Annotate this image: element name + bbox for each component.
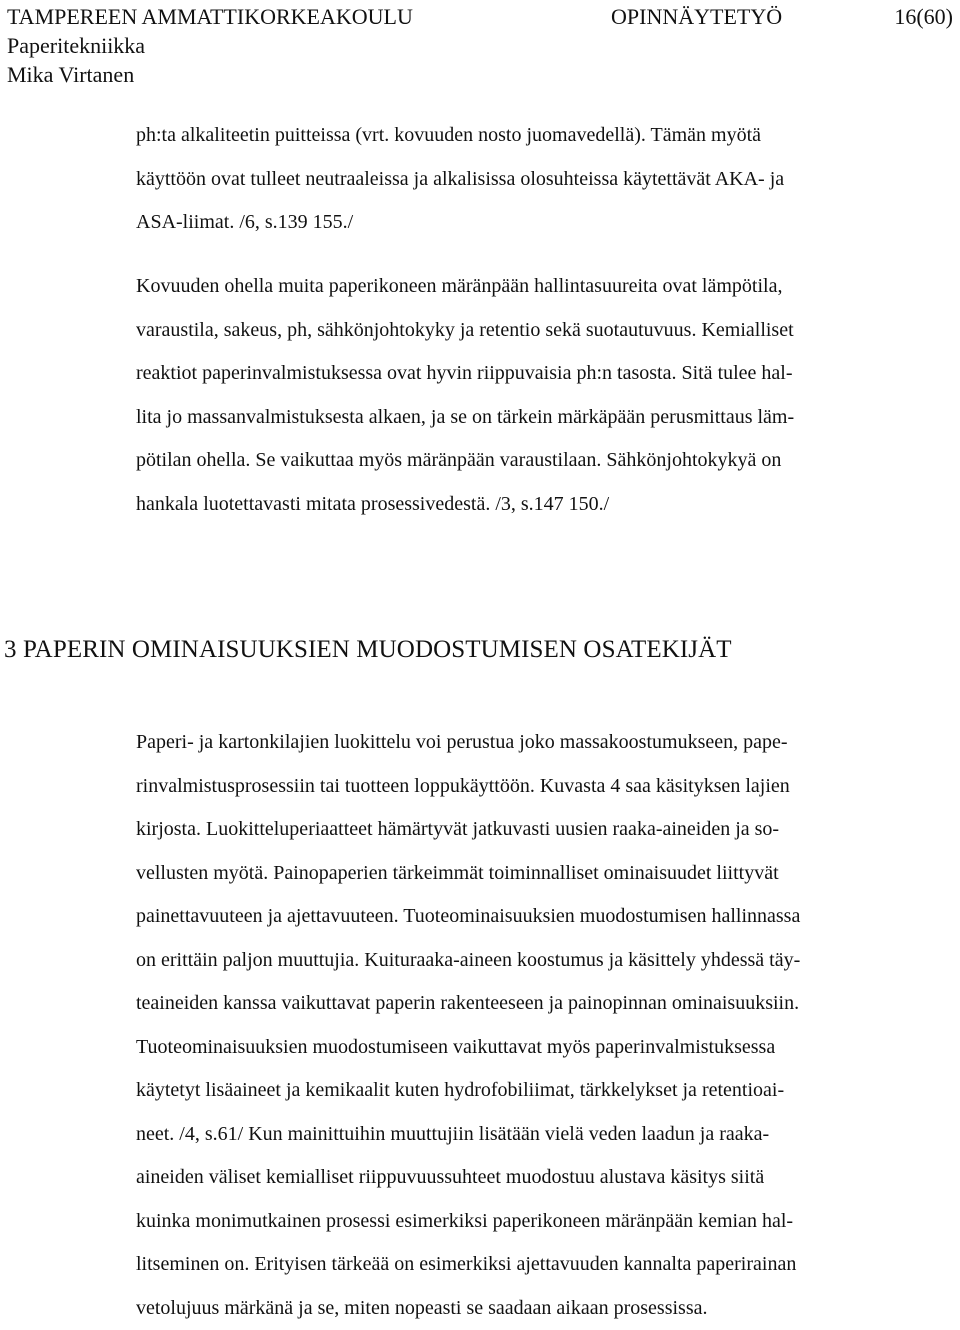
text-line: käytetyt lisäaineet ja kemikaalit kuten hydrofobiliimat, tärkkelykset ja retentioai-: [136, 1069, 956, 1113]
text-line: rinvalmistusprosessiin tai tuotteen loppukäyttöön. Kuvasta 4 saa käsityksen lajien: [136, 765, 956, 809]
text-line: pötilan ohella. Se vaikuttaa myös märänpään varaustilaan. Sähkönjohtokykyä on: [136, 439, 956, 483]
text-line: on erittäin paljon muuttujia. Kuituraaka-aineen koostumus ja käsittely yhdessä täy-: [136, 939, 956, 983]
text-line: lita jo massanvalmistuksesta alkaen, ja se on tärkein märkäpään perusmittaus läm-: [136, 396, 956, 440]
header-row-1: [7, 2, 953, 31]
section-paragraph: [136, 721, 956, 1330]
text-line: vellusten myötä. Painopaperien tärkeimmät toiminnalliset ominaisuudet liittyvät: [136, 852, 956, 896]
text-line: varaustila, sakeus, ph, sähkönjohtokyky ja retentio sekä suotautuvuus. Kemialliset: [136, 309, 956, 353]
text-line: reaktiot paperinvalmistuksessa ovat hyvin riippuvaisia ph:n tasosta. Sitä tulee hal-: [136, 352, 956, 396]
text-line: kirjosta. Luokitteluperiaatteet hämärtyvät jatkuvasti uusien raaka-aineiden ja so-: [136, 808, 956, 852]
department-name: Paperitekniikka: [7, 31, 145, 60]
page-number: 16(60): [894, 2, 953, 31]
header-row-2: [7, 31, 953, 60]
text-line: käyttöön ovat tulleet neutraaleissa ja alkalisissa olosuhteissa käytettävät AKA- ja: [136, 158, 956, 202]
text-line: hankala luotettavasti mitata prosessivedestä. /3, s.147 150./: [136, 483, 956, 527]
text-line: kuinka monimutkainen prosessi esimerkiksi paperikoneen märänpään kemian hal-: [136, 1200, 956, 1244]
text-line: aineiden väliset kemialliset riippuvuussuhteet muodostuu alustava käsitys siitä: [136, 1156, 956, 1200]
header-row-3: [7, 60, 953, 89]
text-line: neet. /4, s.61/ Kun mainittuihin muuttujiin lisätään vielä veden laadun ja raaka-: [136, 1113, 956, 1157]
document-type: OPINNÄYTETYÖ: [611, 2, 782, 31]
section-heading: 3 PAPERIN OMINAISUUKSIEN MUODOSTUMISEN OSATEKIJÄT: [4, 630, 732, 670]
text-line: painettavuuteen ja ajettavuuteen. Tuoteominaisuuksien muodostumisen hallinnassa: [136, 895, 956, 939]
text-line: vetolujuus märkänä ja se, miten nopeasti se saadaan aikaan prosessissa.: [136, 1287, 956, 1330]
text-line: Tuoteominaisuuksien muodostumiseen vaikuttavat myös paperinvalmistuksessa: [136, 1026, 956, 1070]
text-line: ph:ta alkaliteetin puitteissa (vrt. kovuuden nosto juomavedellä). Tämän myötä: [136, 114, 956, 158]
page-header: [7, 2, 953, 89]
institution-name: TAMPEREEN AMMATTIKORKEAKOULU: [7, 2, 413, 31]
paragraph-1: [136, 114, 956, 245]
text-line: litseminen on. Erityisen tärkeää on esimerkiksi ajettavuuden kannalta paperirainan: [136, 1243, 956, 1287]
text-line: Paperi- ja kartonkilajien luokittelu voi perustua joko massakoostumukseen, pape-: [136, 721, 956, 765]
text-line: Kovuuden ohella muita paperikoneen märänpään hallintasuureita ovat lämpötila,: [136, 265, 956, 309]
text-line: teaineiden kanssa vaikuttavat paperin rakenteeseen ja painopinnan ominaisuuksiin.: [136, 982, 956, 1026]
author-name: Mika Virtanen: [7, 60, 134, 89]
paragraph-2: [136, 265, 956, 526]
text-line: ASA-liimat. /6, s.139 155./: [136, 201, 956, 245]
